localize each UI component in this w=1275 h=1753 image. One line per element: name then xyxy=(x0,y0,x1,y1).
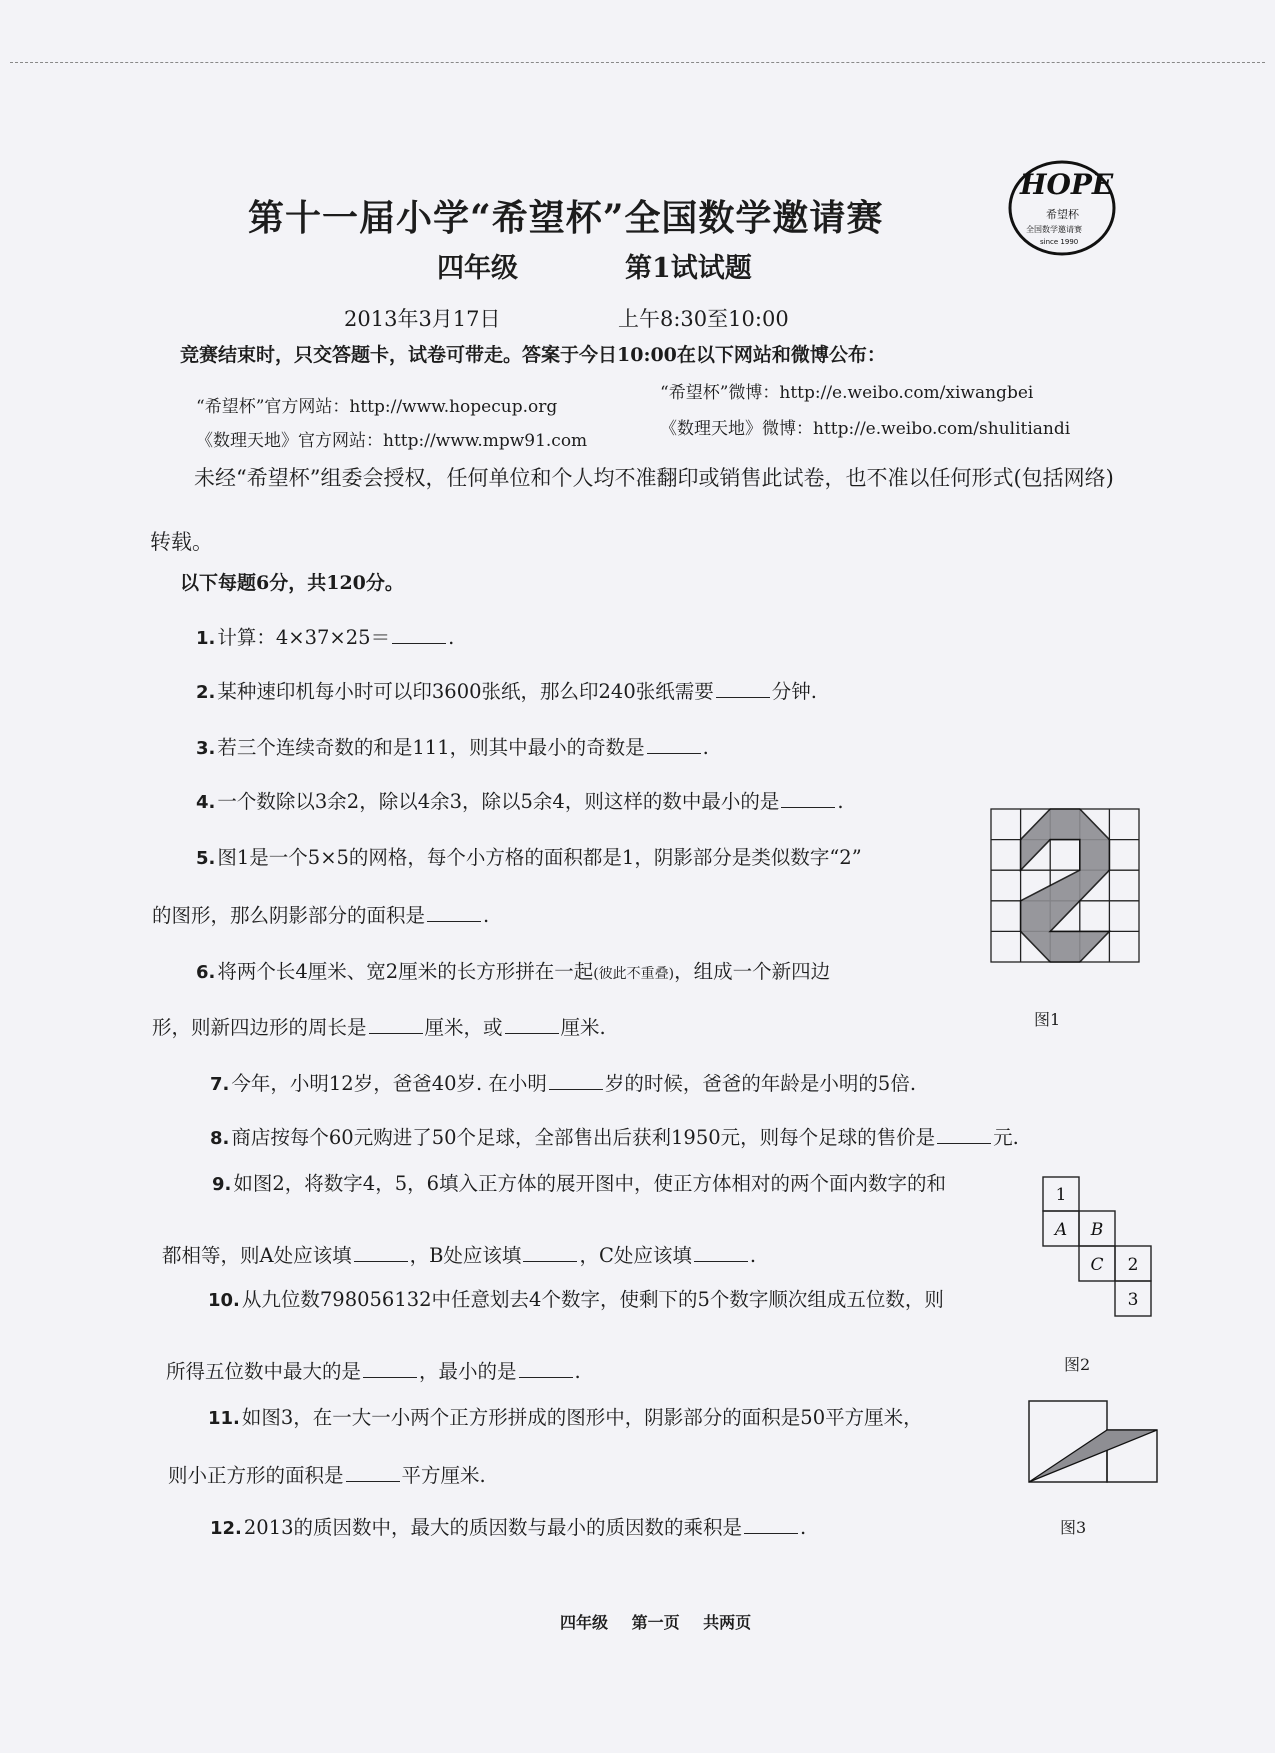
logo-subtitle: 全国数学邀请赛 xyxy=(1026,225,1082,234)
question-5: 5. 图1是一个5×5的网格，每个小方格的面积都是1，阴影部分是类似数字“2” xyxy=(196,846,862,869)
answer-blank xyxy=(716,683,770,698)
question-number: 9. xyxy=(212,1174,232,1195)
answer-blank xyxy=(369,1019,423,1034)
answer-blank xyxy=(937,1129,991,1144)
answer-blank xyxy=(549,1075,603,1090)
question-8: 8. 商店按每个60元购进了50个足球，全部售出后获利1950元，则每个足球的售价是 元. xyxy=(210,1126,1019,1149)
question-7: 7. 今年，小明12岁，爸爸40岁. 在小明 岁的时候，爸爸的年龄是小明的5倍. xyxy=(210,1072,917,1095)
net-cell-3: 3 xyxy=(1127,1290,1139,1310)
answer-blank xyxy=(505,1019,559,1034)
figure-2-caption: 图2 xyxy=(1064,1355,1091,1374)
question-11: 11. 如图3，在一大一小两个正方形拼成的图形中，阴影部分的面积是50平方厘米， xyxy=(208,1406,923,1429)
hope-site: “希望杯”官方网站：http://www.hopecup.org xyxy=(196,397,558,417)
page-title: 第十一届小学“希望杯”全国数学邀请赛 xyxy=(248,197,884,239)
notice-text: 竞赛结束时，只交答题卡，试卷可带走。答案于今日10:00在以下网站和微博公布： xyxy=(180,344,886,366)
question-number: 10. xyxy=(208,1290,240,1311)
question-number: 1. xyxy=(196,628,216,649)
answer-blank xyxy=(519,1363,573,1378)
net-cell-1: 1 xyxy=(1055,1185,1067,1205)
question-6: 6. 将两个长4厘米、宽2厘米的长方形拼在一起(彼此不重叠)，组成一个新四边 xyxy=(196,960,831,983)
mpw-site: 《数理天地》官方网站：http://www.mpw91.com xyxy=(196,431,588,451)
answer-blank xyxy=(523,1247,577,1262)
exam-date: 2013年3月17日 xyxy=(344,307,501,331)
net-cell-c: C xyxy=(1090,1255,1104,1275)
question-6-cont: 形，则新四边形的周长是 厘米，或 厘米. xyxy=(152,1016,606,1039)
copyright-notice: 未经“希望杯”组委会授权，任何单位和个人均不准翻印或销售此试卷，也不准以任何形式(包括网络)转载。 xyxy=(150,466,1114,554)
exam-time: 上午8:30至10:00 xyxy=(618,307,789,331)
logo-mark: HOPE xyxy=(1020,168,1114,201)
answer-blank xyxy=(781,793,835,808)
question-9: 9. 如图2，将数字4，5，6填入正方体的展开图中，使正方体相对的两个面内数字的和 xyxy=(212,1172,947,1195)
figure-1-grid xyxy=(990,808,1140,963)
hope-cup-logo xyxy=(1006,158,1118,258)
question-12: 12. 2013的质因数中，最大的质因数与最小的质因数的乘积是 . xyxy=(210,1516,807,1539)
logo-name: 希望杯 xyxy=(1046,208,1079,221)
answer-blank xyxy=(427,907,481,922)
hope-weibo: “希望杯”微博：http://e.weibo.com/xiwangbei xyxy=(660,383,1034,403)
question-1: 1. 计算：4×37×25＝ . xyxy=(196,626,455,649)
answer-blank xyxy=(694,1247,748,1262)
figure-1-shaded-two xyxy=(1021,809,1110,962)
question-5-cont: 的图形，那么阴影部分的面积是 . xyxy=(152,904,490,927)
answer-blank xyxy=(647,739,701,754)
question-10-cont: 所得五位数中最大的是 ，最小的是 . xyxy=(166,1360,581,1383)
question-4: 4. 一个数除以3余2，除以4余3，除以5余4，则这样的数中最小的是 . xyxy=(196,790,844,813)
question-number: 3. xyxy=(196,738,216,759)
question-number: 12. xyxy=(210,1518,242,1539)
scoring-note: 以下每题6分，共120分。 xyxy=(180,572,404,594)
mpw-weibo: 《数理天地》微博：http://e.weibo.com/shulitiandi xyxy=(660,419,1071,439)
figure-3-shaded-triangle xyxy=(1029,1430,1157,1482)
net-cell-2: 2 xyxy=(1127,1255,1139,1275)
question-number: 4. xyxy=(196,792,216,813)
page-footer: 四年级 第一页 共两页 xyxy=(560,1613,752,1632)
question-3: 3. 若三个连续奇数的和是111，则其中最小的奇数是 . xyxy=(196,736,709,759)
answer-blank xyxy=(744,1519,798,1534)
figure-3-squares xyxy=(1028,1400,1160,1484)
question-11-cont: 则小正方形的面积是 平方厘米. xyxy=(168,1464,486,1487)
figure-2-cube-net xyxy=(1042,1176,1154,1318)
question-number: 11. xyxy=(208,1408,240,1429)
question-number: 2. xyxy=(196,682,216,703)
question-9-cont: 都相等，则A处应该填 ，B处应该填 ，C处应该填 . xyxy=(162,1244,757,1267)
grade-label: 四年级 xyxy=(437,253,518,284)
answer-blank xyxy=(363,1363,417,1378)
question-10: 10. 从九位数798056132中任意划去4个数字，使剩下的5个数字顺次组成五位数，则 xyxy=(208,1288,944,1311)
question-number: 6. xyxy=(196,962,216,983)
figure-1-caption: 图1 xyxy=(1034,1010,1061,1029)
hope-logo-icon xyxy=(1006,158,1118,258)
answer-blank xyxy=(354,1247,408,1262)
answer-blank xyxy=(346,1467,400,1482)
net-cell-b: B xyxy=(1090,1220,1104,1240)
question-number: 8. xyxy=(210,1128,230,1149)
figure-3-caption: 图3 xyxy=(1060,1518,1087,1537)
question-number: 7. xyxy=(210,1074,230,1095)
question-2: 2. 某种速印机每小时可以印3600张纸，那么印240张纸需要 分钟. xyxy=(196,680,817,703)
logo-since: since 1990 xyxy=(1040,238,1079,246)
answer-blank xyxy=(392,629,446,644)
test-label: 第1试试题 xyxy=(625,253,752,284)
question-number: 5. xyxy=(196,848,216,869)
net-cell-a: A xyxy=(1054,1220,1068,1240)
cut-line xyxy=(10,62,1265,63)
